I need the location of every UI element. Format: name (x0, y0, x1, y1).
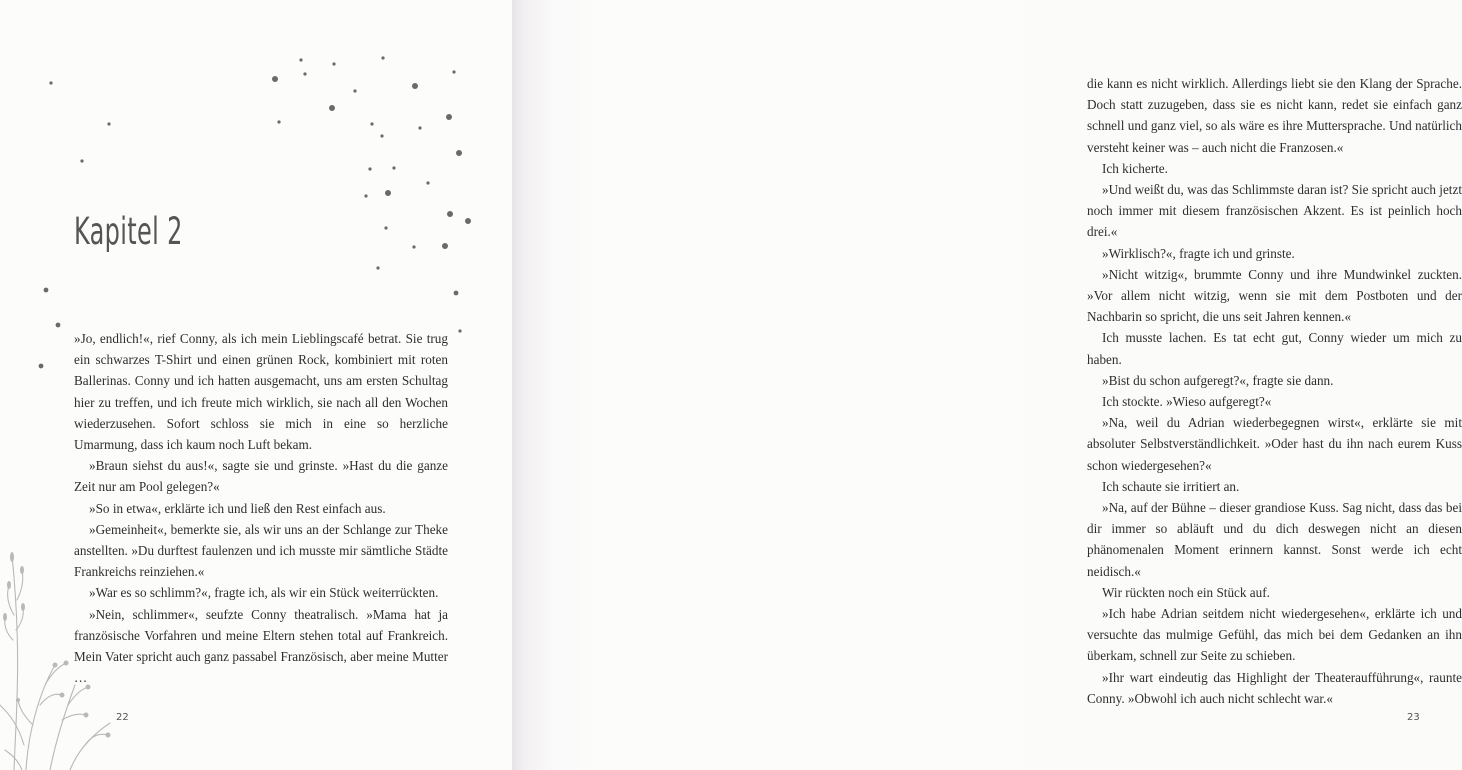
page-number: 23 (1407, 712, 1420, 723)
paragraph: »Ich habe Adrian seitdem nicht wiedergesehen«, erklärte ich und versuchte das mulmige Gefühl, das mich bei dem Gedanken an ihn überkam, schnell zur Seite zu schieben. (1087, 606, 1462, 664)
right-page (512, 0, 1462, 770)
page-number: 22 (116, 712, 129, 723)
paragraph: »Und weißt du, was das Schlimmste daran ist? Sie spricht auch jetzt noch immer mit diesem französischen Akzent. Es ist peinlich hoch drei.« (1087, 182, 1462, 240)
paragraph: »Na, auf der Bühne – dieser grandiose Kuss. Sag nicht, dass das bei dir immer so abläuft und du dich deswegen nicht an diesen phänomenalen Moment erinnern kannst. Sonst werde ich echt neidisch.« (1087, 500, 1462, 579)
paragraph: Wir rückten noch ein Stück auf. (1102, 584, 1270, 600)
paragraph: »Gemeinheit«, bemerkte sie, als wir uns an der Schlange zur Theke anstellten. »Du durftest faulenzen und ich musste mir sämtliche Städte Frankreichs reinziehen.« (74, 521, 448, 580)
paragraph: »So in etwa«, erklärte ich und ließ den Rest einfach aus. (89, 500, 386, 516)
paragraph: Ich kicherte. (1102, 160, 1168, 176)
paragraph: »Bist du schon aufgeregt?«, fragte sie dann. (1102, 372, 1334, 388)
right-page-body (1087, 73, 1462, 709)
paragraph: »Ihr wart eindeutig das Highlight der Theateraufführung«, raunte Conny. »Obwohl ich auch nicht schlecht war.« (1087, 669, 1462, 706)
paragraph: Ich schaute sie irritiert an. (1102, 478, 1240, 494)
paragraph: »Nicht witzig«, brummte Conny und ihre Mundwinkel zuckten. »Vor allem nicht witzig, wenn sie mit dem Postboten und der Nachbarin so spricht, die uns seit Jahren kennen.« (1087, 266, 1462, 325)
paragraph: »Nein, schlimmer«, seufzte Conny theatralisch. »Mama hat ja französische Vorfahren und meine Eltern stehen total auf Frankreich. Mein Vater spricht auch ganz passabel Französisch, aber meine Mutter … (74, 606, 448, 686)
paragraph: Ich stockte. »Wieso aufgeregt?« (1102, 394, 1272, 410)
plant-illustration (0, 545, 130, 770)
paragraph: »Braun siehst du aus!«, sagte sie und grinste. »Hast du die ganze Zeit nur am Pool gelegen?« (74, 458, 448, 495)
paragraph: »War es so schlimm?«, fragte ich, als wir ein Stück weiterrückten. (89, 585, 439, 601)
paragraph: »Wirklisch?«, fragte ich und grinste. (1102, 245, 1295, 261)
paragraph: die kann es nicht wirklich. Allerdings liebt sie den Klang der Sprache. Doch statt zuzugeben, dass sie es nicht kann, redet sie einfach ganz schnell und ganz viel, so als wäre es ihre Muttersprache. Und natürlich versteht keiner was – auch nicht die Franzosen.« (1087, 76, 1462, 155)
chapter-title: Kapitel 2 (74, 210, 183, 253)
star-dots-decoration (0, 0, 512, 380)
left-page (0, 0, 512, 770)
paragraph: »Na, weil du Adrian wiederbegegnen wirst«, erklärte sie mit absoluter Selbstverständlichkeit. »Oder hast du ihn nach eurem Kuss schon wiedergesehen?« (1087, 415, 1462, 473)
left-page-body (74, 328, 448, 688)
paragraph: »Jo, endlich!«, rief Conny, als ich mein Lieblingscafé betrat. Sie trug ein schwarzes T-Shirt und einen grünen Rock, kombiniert mit roten Ballerinas. Conny und ich hatten ausgemacht, uns am ersten Schultag hier zu treffen, und ich freute mich wirklich, sie nach all den Wochen wiederzusehen. Sofort schloss sie mich in eine so herzliche Umarmung, dass ich kaum noch Luft bekam. (74, 331, 448, 453)
paragraph: Ich musste lachen. Es tat echt gut, Conny wieder um mich zu haben. (1087, 330, 1462, 367)
